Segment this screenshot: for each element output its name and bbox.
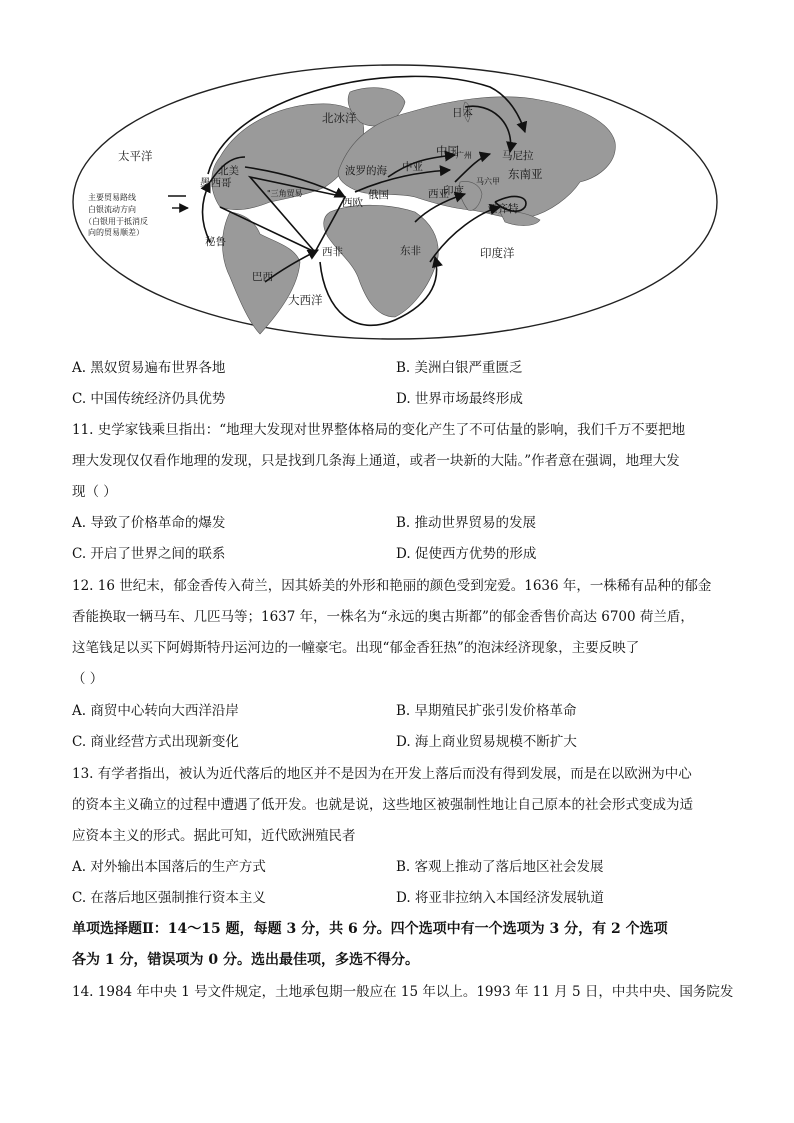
q11-option-b: B. 推动世界贸易的发展 bbox=[396, 515, 537, 531]
label-atlantic: 大西洋 bbox=[288, 293, 323, 307]
q12-option-b: B. 早期殖民扩张引发价格革命 bbox=[396, 703, 577, 719]
label-india: 印度 bbox=[443, 185, 464, 197]
label-triangle-trade: "三角贸易 bbox=[267, 189, 303, 198]
q12-stem-line3: 这笔钱足以买下阿姆斯特丹运河边的一幢豪宅。出现“郁金香狂热”的泡沫经济现象，主要反映了 bbox=[72, 640, 640, 656]
label-mexico: 墨西哥 bbox=[200, 177, 232, 189]
q11-option-c: C. 开启了世界之间的联系 bbox=[72, 546, 226, 562]
q12-stem-line4: （ ） bbox=[72, 671, 104, 687]
label-russia: 俄国 bbox=[368, 189, 389, 201]
label-southeast-asia: 东南亚 bbox=[508, 167, 543, 181]
label-central-asia: 中亚 bbox=[402, 161, 423, 173]
q12-option-a: A. 商贸中心转向大西洋沿岸 bbox=[72, 703, 239, 719]
q13-option-c: C. 在落后地区强制推行资本主义 bbox=[72, 890, 266, 906]
label-west-asia: 西亚 bbox=[428, 188, 449, 200]
legend-route-label: 主要贸易路线 bbox=[88, 193, 136, 202]
q11-option-d: D. 促使西方优势的形成 bbox=[396, 546, 537, 562]
q11-stem-line2: 理大发现仅仅看作地理的发现，只是找到几条海上通道，或者一块新的大陆。”作者意在强调，地理大发 bbox=[72, 453, 680, 469]
label-indian: 印度洋 bbox=[480, 246, 515, 260]
q13-stem-line3: 应资本主义的形式。据此可知，近代欧洲殖民者 bbox=[72, 828, 356, 844]
label-west-europe: 西欧 bbox=[342, 197, 363, 209]
q11-option-a: A. 导致了价格革命的爆发 bbox=[72, 515, 226, 531]
q13-option-b: B. 客观上推动了落后地区社会发展 bbox=[396, 859, 604, 875]
q13-option-a: A. 对外输出本国落后的生产方式 bbox=[72, 859, 266, 875]
legend-silver-label: 白银流动方向 bbox=[88, 205, 136, 214]
q12-stem-line2: 香能换取一辆马车、几匹马等；1637 年，一株名为“永远的奥古斯都”的郁金香售价高达 6700 荷兰盾， bbox=[72, 609, 694, 625]
q13-option-d: D. 将亚非拉纳入本国经济发展轨道 bbox=[396, 890, 604, 906]
section-header-line2: 各为 1 分，错误项为 0 分。选出最佳项，多选不得分。 bbox=[72, 952, 419, 968]
q14-stem-line1: 14. 1984 年中央 1 号文件规定，土地承包期一般应在 15 年以上。1993 年 11 月 5 日，中共中央、国务院发 bbox=[72, 984, 734, 1000]
label-east-africa: 东非 bbox=[400, 245, 421, 257]
q12-option-d: D. 海上商业贸易规模不断扩大 bbox=[396, 734, 577, 750]
q12-stem-line1: 12. 16 世纪末，郁金香传入荷兰，因其娇美的外形和艳丽的颜色受到宠爱。1636 年，一株稀有品种的郁金 bbox=[72, 578, 712, 594]
label-malacca: 马六甲 bbox=[476, 177, 500, 186]
label-japan: 日本 bbox=[452, 107, 473, 119]
q11-stem-line3: 现（ ） bbox=[72, 484, 117, 500]
map-svg bbox=[70, 62, 720, 342]
label-guangzhou: 广州 bbox=[456, 151, 472, 160]
q13-stem-line2: 的资本主义确立的过程中遭遇了低开发。也就是说，这些地区被强制性地让自己原本的社会形式变成为适 bbox=[72, 797, 693, 813]
q10-option-c: C. 中国传统经济仍具优势 bbox=[72, 391, 226, 407]
legend-note-line1: （白银用于抵消反 bbox=[84, 217, 148, 226]
q10-option-d: D. 世界市场最终形成 bbox=[396, 391, 523, 407]
label-arctic: 北冰洋 bbox=[322, 111, 357, 125]
label-peru: 秘鲁 bbox=[205, 236, 226, 248]
world-trade-map bbox=[70, 62, 720, 342]
label-china: 中国 bbox=[436, 144, 459, 158]
label-baltic: 波罗的海 bbox=[345, 165, 387, 177]
label-north-america: 北美 bbox=[218, 165, 239, 177]
label-brazil: 巴西 bbox=[252, 271, 273, 283]
q12-option-c: C. 商业经营方式出现新变化 bbox=[72, 734, 239, 750]
q11-stem-line1: 11. 史学家钱乘旦指出：“地理大发现对世界整体格局的变化产生了不可估量的影响，我们千万不要把地 bbox=[72, 422, 686, 438]
label-aceh: 亚齐特 bbox=[487, 203, 519, 215]
section-header-line1: 单项选择题Ⅱ：14～15 题，每题 3 分，共 6 分。四个选项中有一个选项为 3 分，有 2 个选项 bbox=[72, 921, 668, 937]
q10-option-a: A. 黑奴贸易遍布世界各地 bbox=[72, 360, 226, 376]
label-pacific: 太平洋 bbox=[118, 149, 153, 163]
legend-note-line2: 向的贸易顺差） bbox=[88, 228, 144, 237]
label-manila: 马尼拉 bbox=[502, 150, 534, 162]
label-west-africa: 西非 bbox=[322, 246, 343, 258]
q13-stem-line1: 13. 有学者指出，被认为近代落后的地区并不是因为在开发上落后而没有得到发展，而是在以欧洲为中心 bbox=[72, 766, 692, 782]
q10-option-b: B. 美洲白银严重匮乏 bbox=[396, 360, 523, 376]
